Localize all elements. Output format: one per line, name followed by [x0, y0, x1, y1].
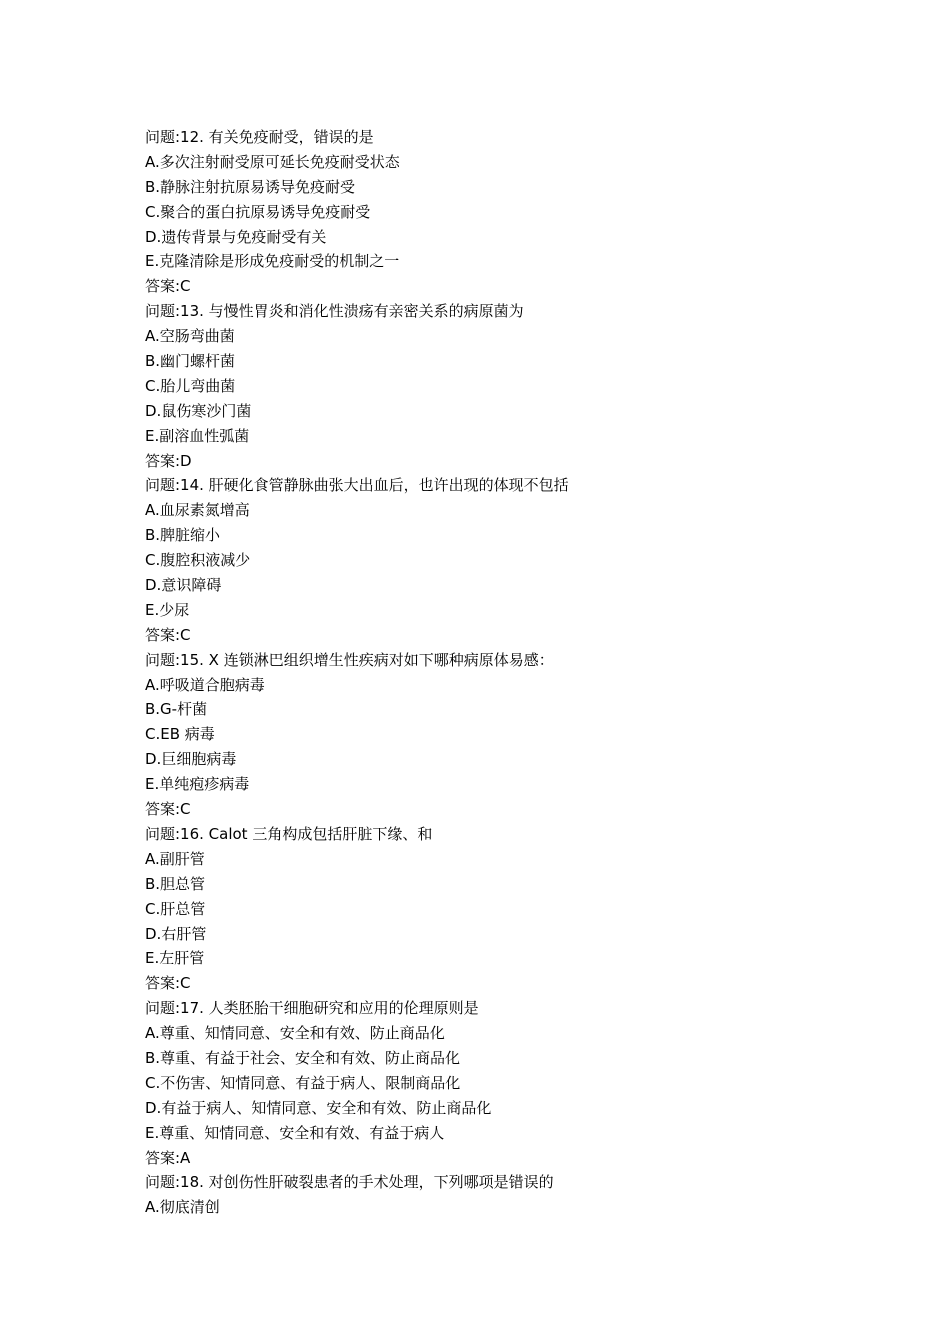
question-13-option-d: D.鼠伤寒沙门菌 [145, 401, 252, 420]
question-18-stem: 问题:18. 对创伤性肝破裂患者的手术处理，下列哪项是错误的 [145, 1173, 554, 1192]
question-12-option-c: C.聚合的蛋白抗原易诱导免疫耐受 [145, 202, 371, 221]
question-16-option-c: C.肝总管 [145, 899, 206, 918]
question-17-answer: 答案:A [145, 1148, 191, 1167]
question-12-option-a: A.多次注射耐受原可延长免疫耐受状态 [145, 152, 400, 171]
question-13-option-b: B.幽门螺杆菌 [145, 352, 236, 371]
question-16-answer: 答案:C [145, 974, 191, 993]
question-14-option-c: C.腹腔积液减少 [145, 551, 251, 570]
question-13-option-a: A.空肠弯曲菌 [145, 327, 235, 346]
question-17-option-e: E.尊重、知情同意、安全和有效、有益于病人 [145, 1123, 445, 1142]
question-14-stem: 问题:14. 肝硬化食管静脉曲张大出血后，也许出现的体现不包括 [145, 476, 569, 495]
question-17-option-b: B.尊重、有益于社会、安全和有效、防止商品化 [145, 1048, 461, 1067]
question-16-option-b: B.胆总管 [145, 874, 206, 893]
question-17-option-d: D.有益于病人、知情同意、安全和有效、防止商品化 [145, 1098, 492, 1117]
question-17-option-a: A.尊重、知情同意、安全和有效、防止商品化 [145, 1024, 445, 1043]
question-14-option-b: B.脾脏缩小 [145, 526, 221, 545]
question-12-stem: 问题:12. 有关免疫耐受，错误的是 [145, 128, 374, 146]
question-17-stem: 问题:17. 人类胚胎干细胞研究和应用的伦理原则是 [145, 999, 479, 1018]
question-15-option-a: A.呼吸道合胞病毒 [145, 675, 265, 694]
question-15-option-d: D.巨细胞病毒 [145, 750, 237, 769]
question-14-option-a: A.血尿素氮增高 [145, 501, 250, 520]
question-12-answer: 答案:C [145, 277, 191, 296]
question-15-answer: 答案:C [145, 800, 191, 819]
question-13-answer: 答案:D [145, 451, 192, 470]
question-15-option-b: B.G-杆菌 [145, 700, 208, 719]
question-13-stem: 问题:13. 与慢性胃炎和消化性溃疡有亲密关系的病原菌为 [145, 302, 524, 321]
question-15-option-e: E.单纯疱疹病毒 [145, 775, 250, 794]
question-16-stem: 问题:16. Calot 三角构成包括肝脏下缘、和 [145, 824, 433, 843]
question-18-option-a: A.彻底清创 [145, 1198, 220, 1217]
question-12-option-e: E.克隆清除是形成免疫耐受的机制之一 [145, 252, 400, 271]
question-13-option-c: C.胎儿弯曲菌 [145, 376, 236, 395]
question-list [145, 125, 845, 1220]
question-12-option-d: D.遗传背景与免疫耐受有关 [145, 227, 327, 246]
question-14-answer: 答案:C [145, 625, 191, 644]
question-12-option-b: B.静脉注射抗原易诱导免疫耐受 [145, 177, 356, 196]
question-16-option-d: D.右肝管 [145, 924, 207, 943]
question-16-option-e: E.左肝管 [145, 949, 205, 968]
question-14-option-e: E.少尿 [145, 600, 190, 619]
question-15-option-c: C.EB 病毒 [145, 725, 215, 744]
question-16-option-a: A.副肝管 [145, 849, 205, 868]
question-13-option-e: E.副溶血性弧菌 [145, 426, 250, 445]
question-17-option-c: C.不伤害、知情同意、有益于病人、限制商品化 [145, 1073, 461, 1092]
question-15-stem: 问题:15. X 连锁淋巴组织增生性疾病对如下哪种病原体易感： [145, 650, 554, 669]
question-14-option-d: D.意识障碍 [145, 576, 222, 595]
